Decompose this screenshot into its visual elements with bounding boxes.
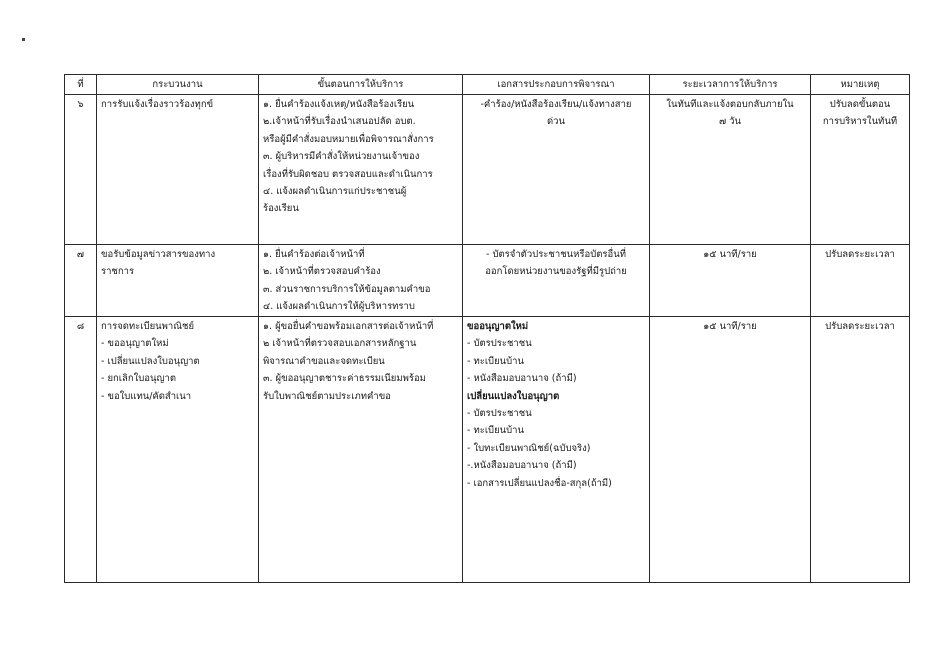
process-line: การจดทะเบียนพาณิชย์	[101, 321, 195, 332]
process-cell	[97, 245, 259, 317]
steps-cell	[259, 317, 463, 583]
document-line: - ทะเบียนบ้าน	[467, 425, 525, 437]
step-line: ๓. ผู้ขออนุญาตชาระค่าธรรมเนียมพร้อม	[263, 373, 426, 385]
row-number: ๖	[65, 95, 97, 245]
service-procedure-table	[64, 74, 910, 583]
step-line: ๑. ผู้ขอยื่นคำขอพร้อมเอกสารต่อเจ้าหน้าที่	[263, 321, 434, 332]
step-line: รับใบพาณิชย์ตามประเภทคำขอ	[263, 390, 391, 402]
document-line: - หนังสือมอบอานาจ (ถ้ามี)	[467, 373, 577, 385]
step-line: ๓. ผู้บริหารมีคำสั่งให้หน่วยงานเจ้าของ	[263, 151, 420, 163]
document-line: -.หนังสือมอบอานาจ (ถ้ามี)	[467, 460, 577, 472]
header-no: ที่	[65, 75, 97, 95]
documents-cell	[463, 317, 650, 583]
duration-cell	[650, 245, 811, 317]
step-line: ๓. ส่วนราชการบริการให้ข้อมูลตามคำขอ	[263, 283, 431, 295]
duration-line: ๑๕ นาที/ราย	[703, 249, 757, 260]
step-line: พิจารณาคำขอและจดทะเบียน	[263, 355, 385, 367]
document-line: ด่วน	[547, 116, 565, 128]
header-steps: ขั้นตอนการให้บริการ	[259, 75, 463, 95]
step-line: ๒ เจ้าหน้าที่ตรวจสอบเอกสารหลักฐาน	[263, 338, 417, 350]
documents-cell	[463, 95, 650, 245]
document-line: - บัตรจำตัวประชาชนหรือบัตรอื่นที่	[486, 249, 626, 260]
remark-line: การบริหารในทันที	[822, 116, 898, 128]
remark-line: ปรับลดระยะเวลา	[825, 249, 895, 260]
header-duration: ระยะเวลาการให้บริการ	[650, 75, 811, 95]
step-line: ๒.เจ้าหน้าที่รับเรื่องนำเสนอปลัด อบต.	[263, 116, 416, 128]
remark-cell	[811, 95, 910, 245]
steps-cell	[259, 245, 463, 317]
remark-cell	[811, 317, 910, 583]
process-line: ขอรับข้อมูลข่าวสารของทาง	[101, 249, 216, 260]
step-line: ๔. แจ้งผลดำเนินการแก่ประชาชนผู้	[263, 186, 407, 198]
process-subitem: - ขอใบแทน/คัดสำเนา	[101, 390, 192, 402]
remark-cell	[811, 245, 910, 317]
step-line: ร้องเรียน	[263, 203, 299, 215]
document-line: - ใบทะเบียนพาณิชย์(ฉบับจริง)	[467, 442, 591, 454]
documents-cell	[463, 245, 650, 317]
duration-line: ๑๕ นาที/ราย	[703, 321, 757, 332]
process-subitem: - ขออนุญาตใหม่	[101, 338, 169, 350]
document-line: - ทะเบียนบ้าน	[467, 355, 525, 367]
duration-cell	[650, 95, 811, 245]
step-line: ๑. ยื่นคำร้องต่อเจ้าหน้าที่	[263, 249, 365, 260]
header-process: กระบวนงาน	[97, 75, 259, 95]
document-line: - บัตรประชาชน	[467, 408, 532, 420]
document-heading: เปลี่ยนแปลงใบอนุญาต	[467, 390, 560, 402]
header-documents: เอกสารประกอบการพิจารณา	[463, 75, 650, 95]
steps-cell	[259, 95, 463, 245]
step-line: หรือผู้มีคำสั่งมอบหมายเพื่อพิจารณาสั่งการ	[263, 133, 434, 145]
process-line: ราชการ	[101, 266, 135, 278]
duration-line: ในทันทีและแจ้งตอบกลับภายใน	[666, 99, 794, 110]
process-cell	[97, 95, 259, 245]
row-number: ๗	[65, 245, 97, 317]
step-line: ๑. ยื่นคำร้องแจ้งเหตุ/หนังสือร้องเรียน	[263, 99, 415, 110]
document-line: - บัตรประชาชน	[467, 338, 532, 350]
step-line: ๒. เจ้าหน้าที่ตรวจสอบคำร้อง	[263, 266, 381, 278]
document-line: - เอกสารเปลี่ยนแปลงชื่อ-สกุล(ถ้ามี)	[467, 477, 612, 489]
table-row	[65, 95, 910, 245]
header-remark: หมายเหตุ	[811, 75, 910, 95]
document-line: ออกโดยหน่วยงานของรัฐที่มีรูปถ่าย	[485, 266, 627, 278]
row-number: ๘	[65, 317, 97, 583]
table-row	[65, 245, 910, 317]
table-row	[65, 317, 910, 583]
process-subitem: - เปลี่ยนแปลงใบอนุญาต	[101, 355, 200, 367]
process-cell	[97, 317, 259, 583]
remark-line: ปรับลดระยะเวลา	[825, 321, 895, 332]
document-line: -คำร้อง/หนังสือร้องเรียน/แจ้งทางสาย	[480, 99, 632, 110]
process-line: การรับแจ้งเรื่องราวร้องทุกข์	[101, 99, 214, 110]
duration-line: ๗ วัน	[719, 116, 741, 128]
document-heading: ขออนุญาตใหม่	[467, 321, 529, 332]
table-header-row	[65, 75, 910, 95]
step-line: เรื่องที่รับผิดชอบ ตรวจสอบและดำเนินการ	[263, 168, 433, 180]
duration-cell	[650, 317, 811, 583]
step-line: ๔. แจ้งผลดำเนินการให้ผู้บริหารทราบ	[263, 301, 415, 313]
remark-line: ปรับลดขั้นตอน	[829, 99, 891, 110]
scan-dot	[22, 38, 25, 41]
process-subitem: - ยกเลิกใบอนุญาต	[101, 373, 177, 385]
